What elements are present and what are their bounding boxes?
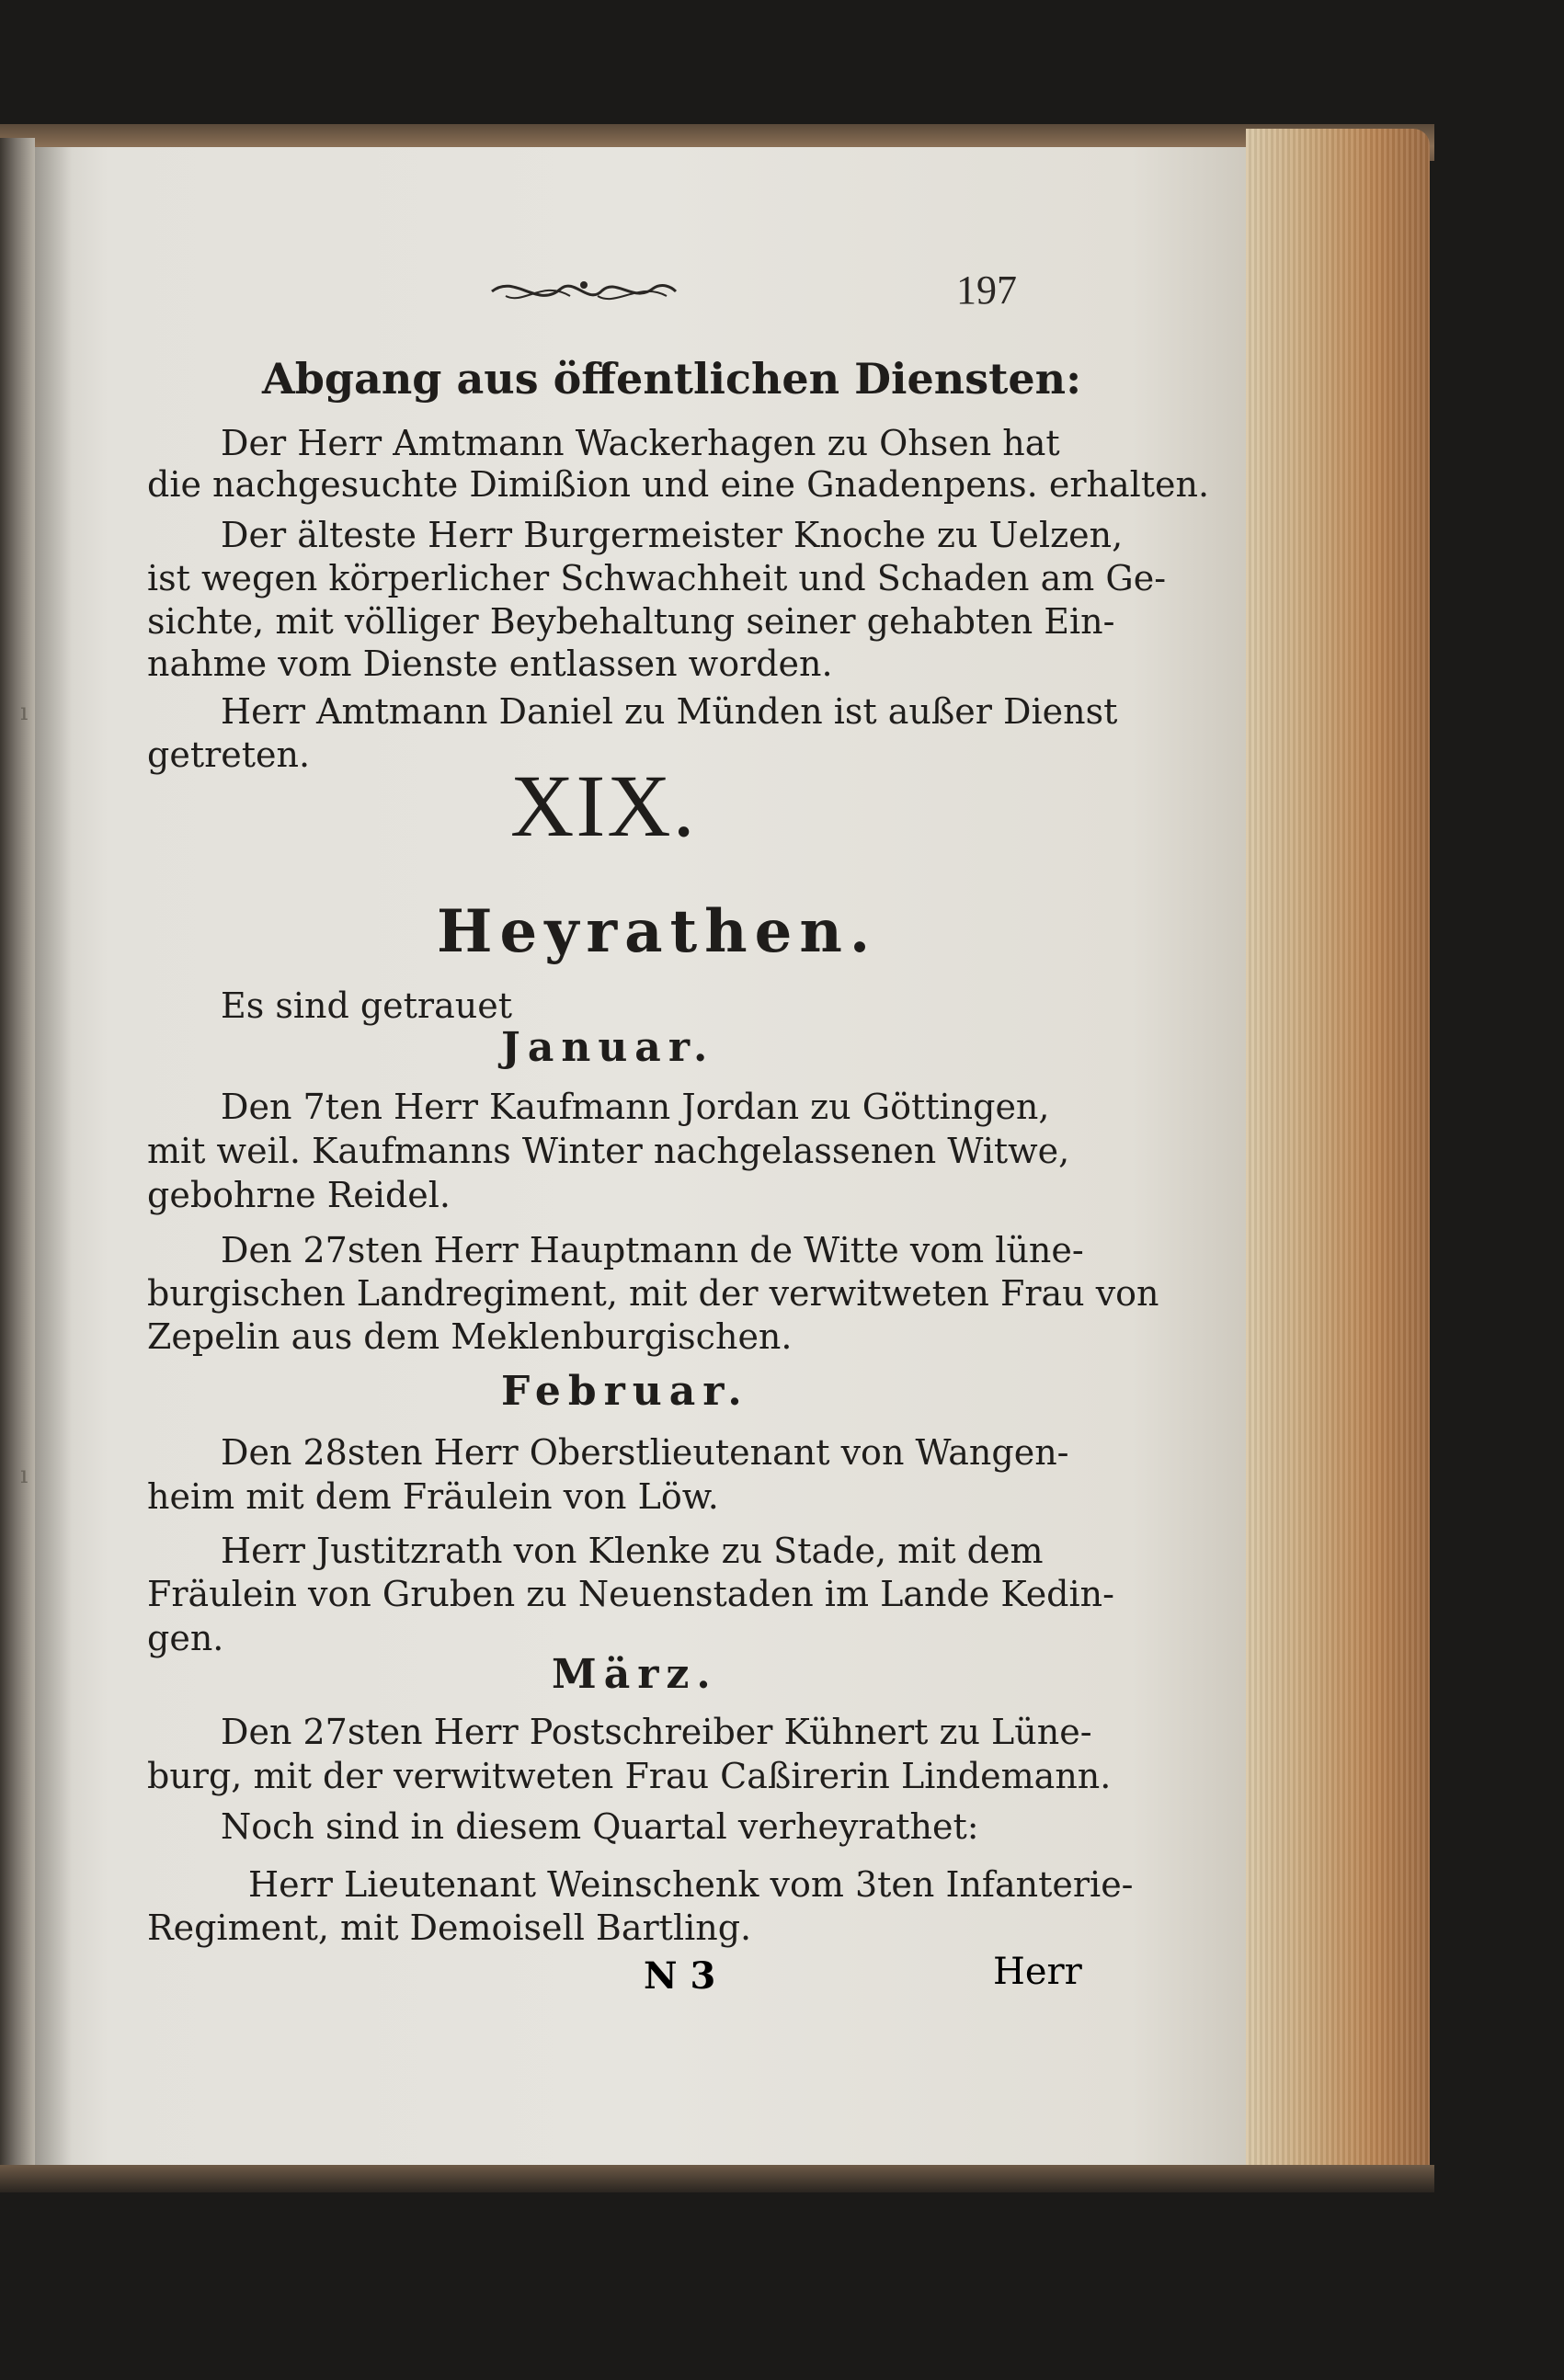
margin-mark: ı xyxy=(20,1462,29,1489)
text-line-j1-l2: mit weil. Kaufmanns Winter nachgelassenen Witwe, xyxy=(147,1131,1070,1171)
text-line-p3-l1: Herr Amtmann Daniel zu Münden ist außer Dienst xyxy=(221,691,1118,732)
text-line-p2-l4: nahme vom Dienste entlassen worden. xyxy=(147,643,833,684)
text-line-month-februar: Februar. xyxy=(501,1368,749,1415)
page-text-block xyxy=(147,0,1210,2114)
text-line-m1-l2: burg, mit der verwitweten Frau Caßirerin Lindemann. xyxy=(147,1756,1112,1796)
text-line-p1-l1: Der Herr Amtmann Wackerhagen zu Ohsen hat xyxy=(221,423,1060,463)
margin-mark: ı xyxy=(20,699,29,726)
catchword: Herr xyxy=(993,1951,1082,1993)
page-number: 197 xyxy=(956,268,1017,313)
text-line-j2-l3: Zepelin aus dem Meklenburgischen. xyxy=(147,1316,793,1357)
text-line-f2-l2: Fräulein von Gruben zu Neuenstaden im Lande Kedin- xyxy=(147,1574,1114,1614)
text-line-f2-l3: gen. xyxy=(147,1618,224,1658)
text-line-f1-l1: Den 28sten Herr Oberstlieutenant von Wangen- xyxy=(221,1432,1069,1473)
text-line-q1-l1: Herr Lieutenant Weinschenk vom 3ten Infanterie- xyxy=(248,1864,1134,1905)
gutter-shadow xyxy=(35,147,72,2169)
page-fore-edge xyxy=(1246,129,1430,2188)
text-line-roman-numeral: XIX. xyxy=(510,757,697,855)
text-line-q1-l2: Regiment, mit Demoisell Bartling. xyxy=(147,1907,752,1948)
text-line-p2-l3: sichte, mit völliger Beybehaltung seiner gehabten Ein- xyxy=(147,601,1115,642)
text-line-p2-l1: Der älteste Herr Burgermeister Knoche zu Uelzen, xyxy=(221,515,1124,555)
text-line-j1-l3: gebohrne Reidel. xyxy=(147,1175,451,1215)
text-line-intro: Es sind getrauet xyxy=(221,985,512,1026)
text-line-abgang-heading: Abgang aus öffentlichen Diensten: xyxy=(262,354,1082,404)
text-line-j2-l1: Den 27sten Herr Hauptmann de Witte vom lüne- xyxy=(221,1230,1084,1270)
text-line-section-title: Heyrathen. xyxy=(437,897,878,966)
text-line-p3-l2: getreten. xyxy=(147,734,311,775)
text-line-quartal: Noch sind in diesem Quartal verheyrathet: xyxy=(221,1806,979,1847)
text-line-j2-l2: burgischen Landregiment, mit der verwitweten Frau von xyxy=(147,1273,1159,1314)
text-line-month-maerz: März. xyxy=(552,1651,718,1698)
signature-mark: N 3 xyxy=(644,1954,716,1998)
text-line-p2-l2: ist wegen körperlicher Schwachheit und Schaden am Ge- xyxy=(147,558,1167,598)
text-line-j1-l1: Den 7ten Herr Kaufmann Jordan zu Göttingen, xyxy=(221,1087,1050,1127)
text-line-f1-l2: heim mit dem Fräulein von Löw. xyxy=(147,1476,719,1517)
facing-page-edge xyxy=(0,138,35,2169)
text-line-f2-l1: Herr Justitzrath von Klenke zu Stade, mit dem xyxy=(221,1531,1044,1571)
text-line-m1-l1: Den 27sten Herr Postschreiber Kühnert zu Lüne- xyxy=(221,1712,1092,1752)
book-bottom-edge xyxy=(0,2165,1434,2192)
text-line-p1-l2: die nachgesuchte Dimißion und eine Gnadenpens. erhalten. xyxy=(147,464,1210,505)
text-line-month-januar: Januar. xyxy=(501,1024,715,1071)
